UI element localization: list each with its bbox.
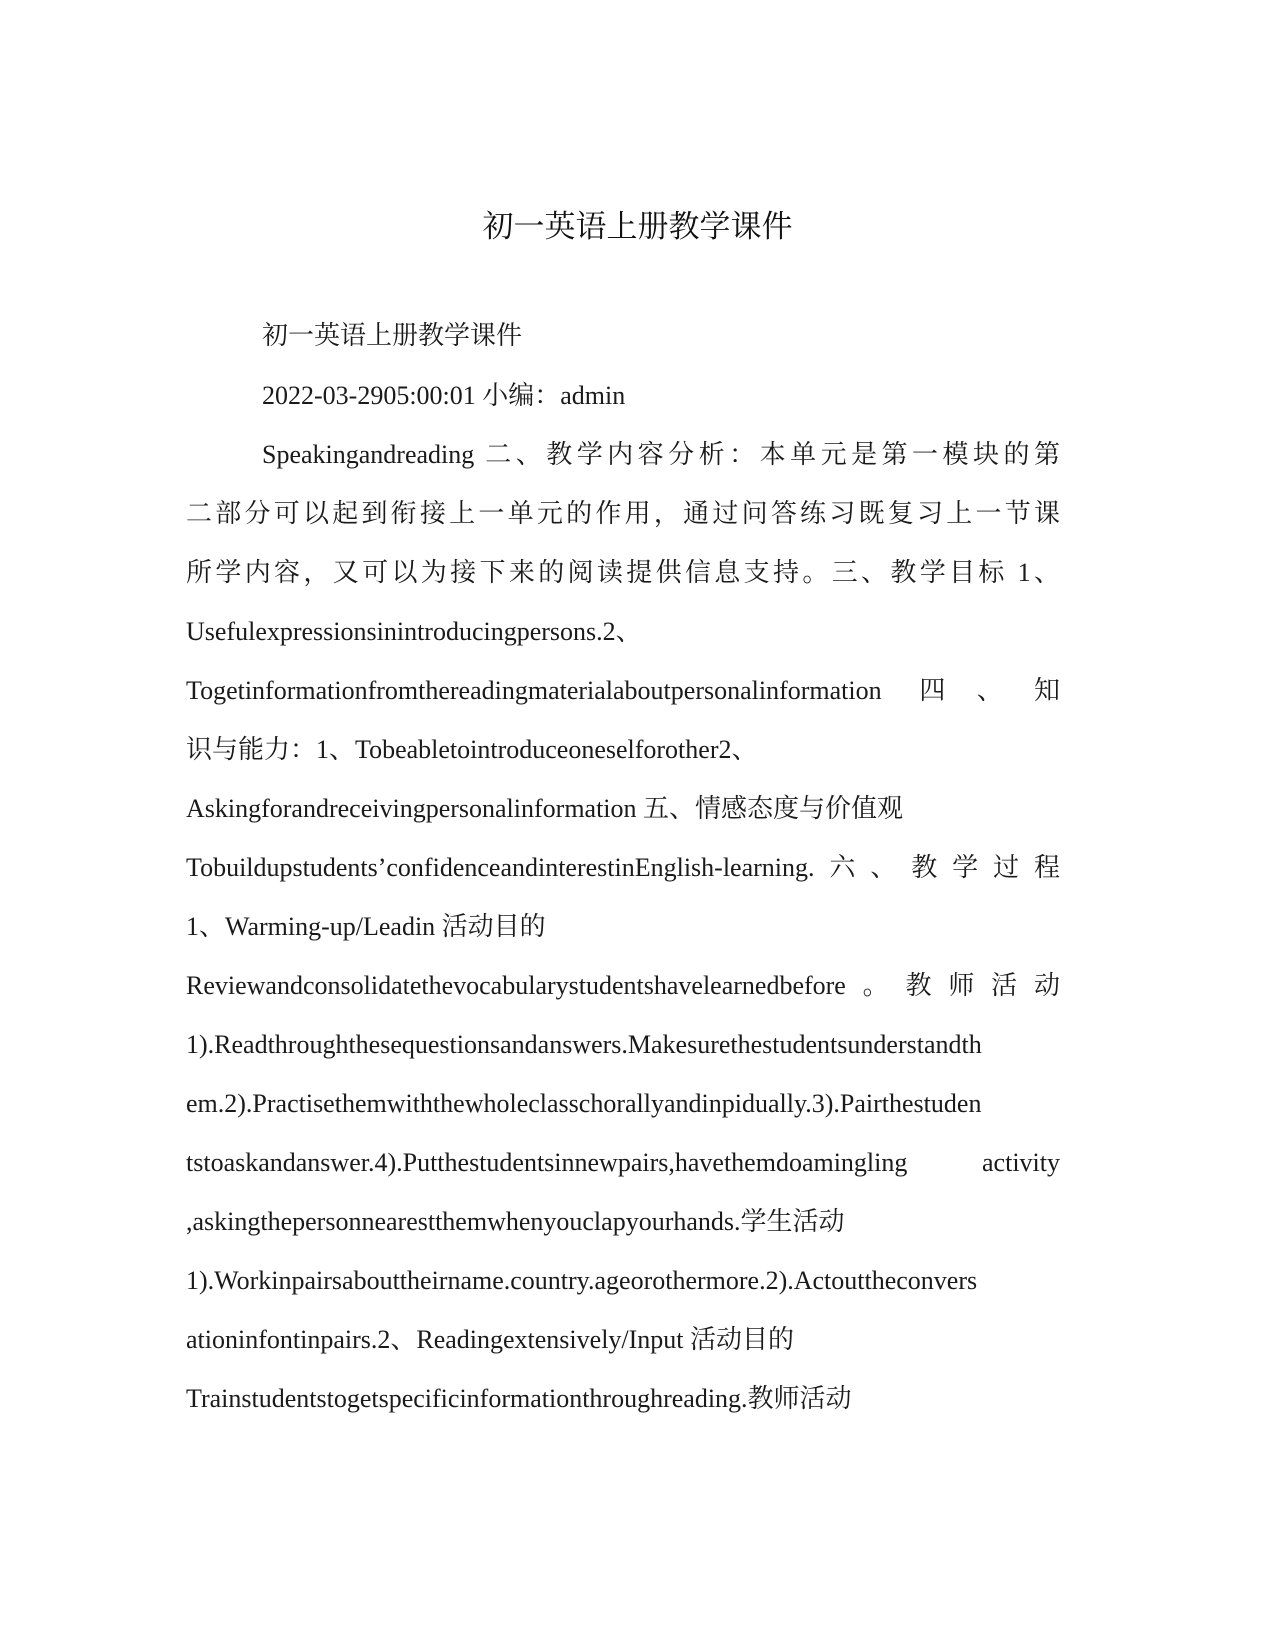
meta-line: 2022-03-2905:00:01 小编：admin bbox=[262, 381, 626, 410]
paragraph-line: Togetinformationfromthereadingmaterialaboutpersonalinformation 四、知 bbox=[186, 676, 1060, 705]
paragraph-line: 1).Workinpairsabouttheirname.country.ageorothermore.2).Actouttheconvers bbox=[186, 1266, 978, 1295]
paragraph-line: Trainstudentstogetspecificinformationthroughreading.教师活动 bbox=[186, 1384, 852, 1413]
paragraph-line: 二部分可以起到衔接上一单元的作用，通过问答练习既复习上一节课 bbox=[186, 499, 1060, 528]
paragraph-line: Speakingandreading 二、教学内容分析：本单元是第一模块的第 bbox=[262, 440, 1060, 469]
paragraph-line: tstoaskandanswer.4).Putthestudentsinnewpairs,havethemdoamingling activity bbox=[186, 1148, 1060, 1177]
paragraph-line: 1、Warming-up/Leadin 活动目的 bbox=[186, 912, 546, 941]
paragraph-line: Askingforandreceivingpersonalinformation 五、情感态度与价值观 bbox=[186, 794, 904, 823]
paragraph-line: 所学内容，又可以为接下来的阅读提供信息支持。三、教学目标 1、 bbox=[186, 558, 1060, 587]
paragraph-line: ationinfontinpairs.2、Readingextensively/Input 活动目的 bbox=[186, 1325, 795, 1354]
paragraph-line: 1).Readthroughthesequestionsandanswers.Makesurethestudentsunderstandth bbox=[186, 1030, 982, 1059]
paragraph-line: Usefulexpressionsinintroducingpersons.2、 bbox=[186, 617, 642, 646]
paragraph-line: em.2).Practisethemwiththewholeclasschorallyandinpidually.3).Pairthestuden bbox=[186, 1089, 982, 1118]
document-title: 初一英语上册教学课件 bbox=[482, 209, 793, 245]
subtitle-line: 初一英语上册教学课件 bbox=[262, 321, 523, 350]
paragraph-line: Reviewandconsolidatethevocabularystudentshavelearnedbefore。教师活动 bbox=[186, 971, 1060, 1000]
paragraph-line: Tobuildupstudents’confidenceandinterestinEnglish-learning.六、教学过程 bbox=[186, 853, 1060, 882]
paragraph-line: 识与能力：1、Tobeabletointroduceoneselforother2、 bbox=[186, 735, 758, 764]
paragraph-line: ,askingthepersonnearestthemwhenyouclapyourhands.学生活动 bbox=[186, 1207, 845, 1236]
